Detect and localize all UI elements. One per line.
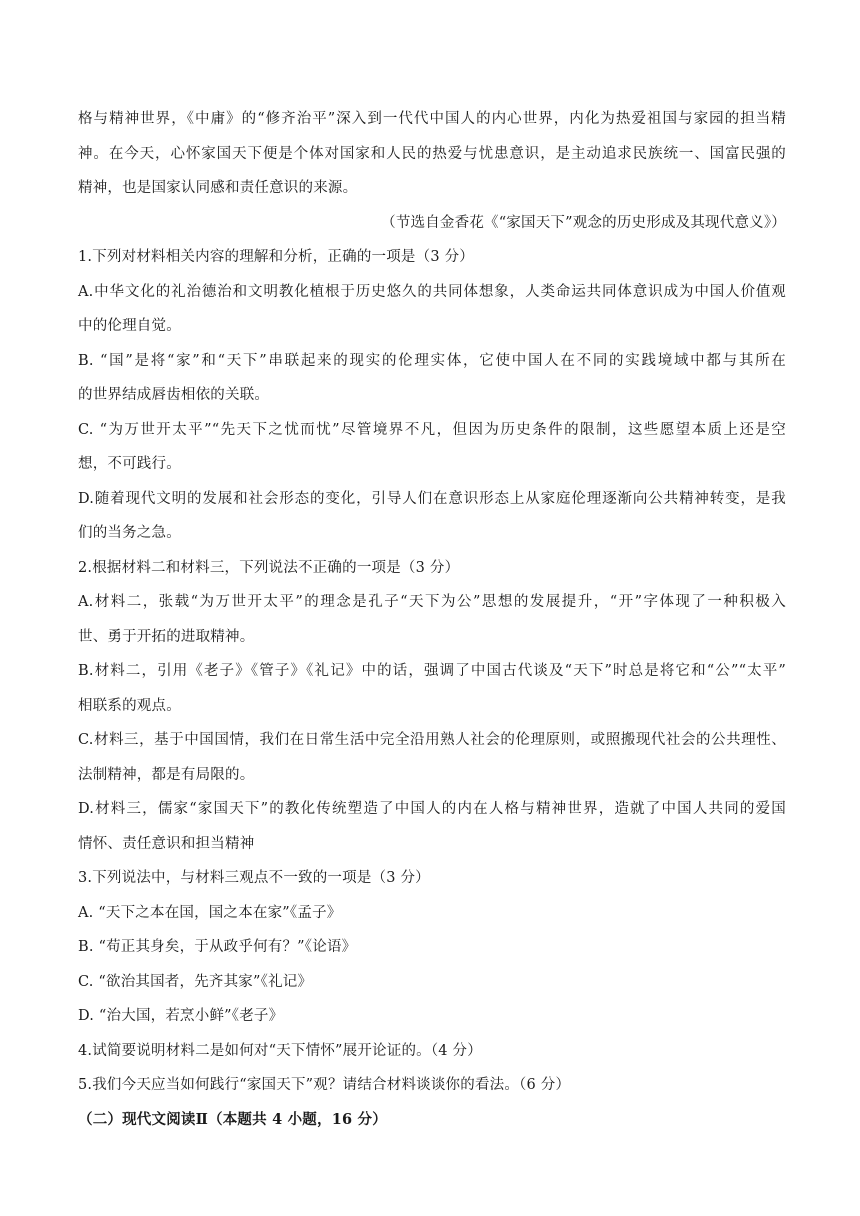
question-1-option-c-cont: 想，不可践行。 (78, 456, 181, 472)
passage-source: （节选自金香花《“家国天下”观念的历史形成及其现代意义》） (381, 214, 786, 231)
question-1-option-d: D.随着现代文明的发展和社会形态的变化，引导人们在意识形态上从家庭伦理逐渐向公共精神转变，是我 (78, 490, 786, 507)
question-2-option-b: B.材料二，引用《老子》《管子》《礼记》中的话，强调了中国古代谈及“天下”时总是将它和“公”“太平” (78, 663, 786, 679)
question-1-option-b-cont: 的世界结成唇齿相依的关联。 (78, 387, 270, 403)
question-3-option-d: D. “治大国，若烹小鲜”《老子》 (78, 1008, 284, 1024)
question-2-stem: 2.根据材料二和材料三，下列说法不正确的一项是（3 分） (78, 559, 460, 576)
question-2-option-c-cont: 法制精神，都是有局限的。 (78, 766, 255, 783)
question-3-option-b: B. “苟正其身矣，于从政乎何有？”《论语》 (78, 939, 357, 955)
question-2-option-d-cont: 情怀、责任意识和担当精神 (78, 835, 255, 852)
question-3-option-a: A. “天下之本在国，国之本在家”《孟子》 (78, 904, 342, 921)
question-3-option-c: C. “欲治其国者，先齐其家”《礼记》 (78, 973, 313, 990)
document-page (78, 102, 786, 1137)
question-1-option-b: B. “国”是将“家”和“天下”串联起来的现实的伦理实体，它使中国人在不同的实践境域中都与其所在 (78, 352, 786, 369)
question-2-option-a-cont: 世、勇于开拓的进取精神。 (78, 628, 255, 645)
question-1-option-a: A.中华文化的礼治德治和文明教化植根于历史悠久的共同体想象，人类命运共同体意识成为中国人价值观 (78, 283, 786, 300)
question-2-option-b-cont: 相联系的观点。 (78, 697, 181, 714)
question-3-stem: 3.下列说法中，与材料三观点不一致的一项是（3 分） (78, 870, 430, 886)
passage-line: 精神，也是国家认同感和责任意识的来源。 (78, 180, 358, 196)
question-1-option-c: C. “为万世开太平”“先天下之忧而忧”尽管境界不凡，但因为历史条件的限制，这些愿望本质上还是空 (78, 421, 786, 438)
question-2-option-d: D.材料三，儒家“家国天下”的教化传统塑造了中国人的内在人格与精神世界，造就了中国人共同的爱国 (78, 801, 786, 817)
question-1-option-a-cont: 中的伦理自觉。 (78, 318, 181, 334)
section-heading: （二）现代文阅读Ⅱ（本题共 4 小题，16 分） (78, 1110, 387, 1128)
question-4: 4.试简要说明材料二是如何对“天下情怀”展开论证的。（4 分） (78, 1042, 482, 1059)
passage-line: 格与精神世界，《中庸》的“修齐治平”深入到一代代中国人的内心世界，内化为热爱祖国与家园的担当精 (78, 111, 786, 127)
question-2-option-c: C.材料三，基于中国国情，我们在日常生活中完全沿用熟人社会的伦理原则，或照搬现代社会的公共理性、 (78, 732, 786, 748)
question-1-stem: 1.下列对材料相关内容的理解和分析，正确的一项是（3 分） (78, 249, 474, 265)
question-2-option-a: A.材料二，张载“为万世开太平”的理念是孔子“天下为公”思想的发展提升，“开”字体现了一种积极入 (78, 594, 786, 610)
question-5: 5.我们今天应当如何践行“家国天下”观？请结合材料谈谈你的看法。（6 分） (78, 1077, 571, 1093)
passage-line: 神。在今天，心怀家国天下便是个体对国家和人民的热爱与忧患意识，是主动追求民族统一、国富民强的 (78, 145, 786, 162)
question-1-option-d-cont: 们的当务之急。 (78, 525, 181, 541)
